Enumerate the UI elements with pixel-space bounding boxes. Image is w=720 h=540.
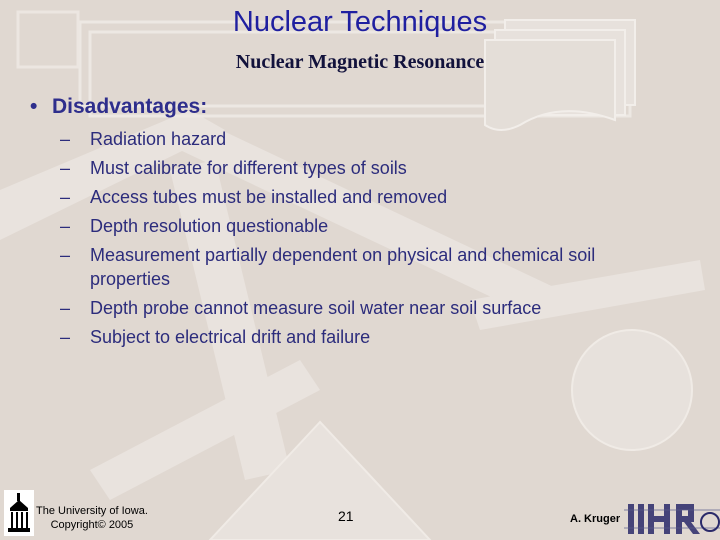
dash-marker: – bbox=[60, 158, 71, 178]
footer-university bbox=[36, 504, 148, 532]
footer-copyright: Copyright© 2005 bbox=[50, 519, 134, 531]
dash-marker: – bbox=[60, 129, 71, 149]
list-item-text: Radiation hazard bbox=[90, 129, 227, 149]
dash-marker: – bbox=[60, 216, 71, 236]
university-seal-logo bbox=[4, 490, 34, 536]
list-item bbox=[60, 185, 680, 209]
list-item bbox=[60, 156, 680, 180]
list-item-text: Access tubes must be installed and removed bbox=[90, 187, 448, 207]
list-item-text: Depth resolution questionable bbox=[90, 216, 329, 236]
disadvantages-list bbox=[60, 127, 680, 354]
slide-subtitle: Nuclear Magnetic Resonance bbox=[235, 51, 485, 73]
list-item bbox=[60, 214, 680, 238]
footer-author: A. Kruger bbox=[570, 513, 621, 525]
iihr-logo bbox=[624, 498, 720, 540]
list-item-text: Measurement partially dependent on physical and chemical soil properties bbox=[90, 245, 596, 289]
heading-bullet: • bbox=[30, 95, 38, 118]
footer-university-line1: The University of Iowa. bbox=[36, 505, 148, 517]
dash-marker: – bbox=[60, 187, 71, 207]
heading-text: Disadvantages: bbox=[52, 95, 208, 118]
dash-marker: – bbox=[60, 327, 71, 347]
page-number: 21 bbox=[338, 508, 354, 524]
dash-marker: – bbox=[60, 298, 71, 318]
section-heading bbox=[30, 95, 207, 119]
list-item-text: Depth probe cannot measure soil water near soil surface bbox=[90, 298, 542, 318]
dash-marker: – bbox=[60, 245, 71, 265]
slide-title: Nuclear Techniques bbox=[232, 6, 488, 38]
list-item bbox=[60, 296, 680, 320]
list-item bbox=[60, 127, 680, 151]
list-item bbox=[60, 325, 680, 349]
list-item bbox=[60, 243, 680, 291]
list-item-text: Subject to electrical drift and failure bbox=[90, 327, 371, 347]
list-item-text: Must calibrate for different types of soils bbox=[90, 158, 407, 178]
